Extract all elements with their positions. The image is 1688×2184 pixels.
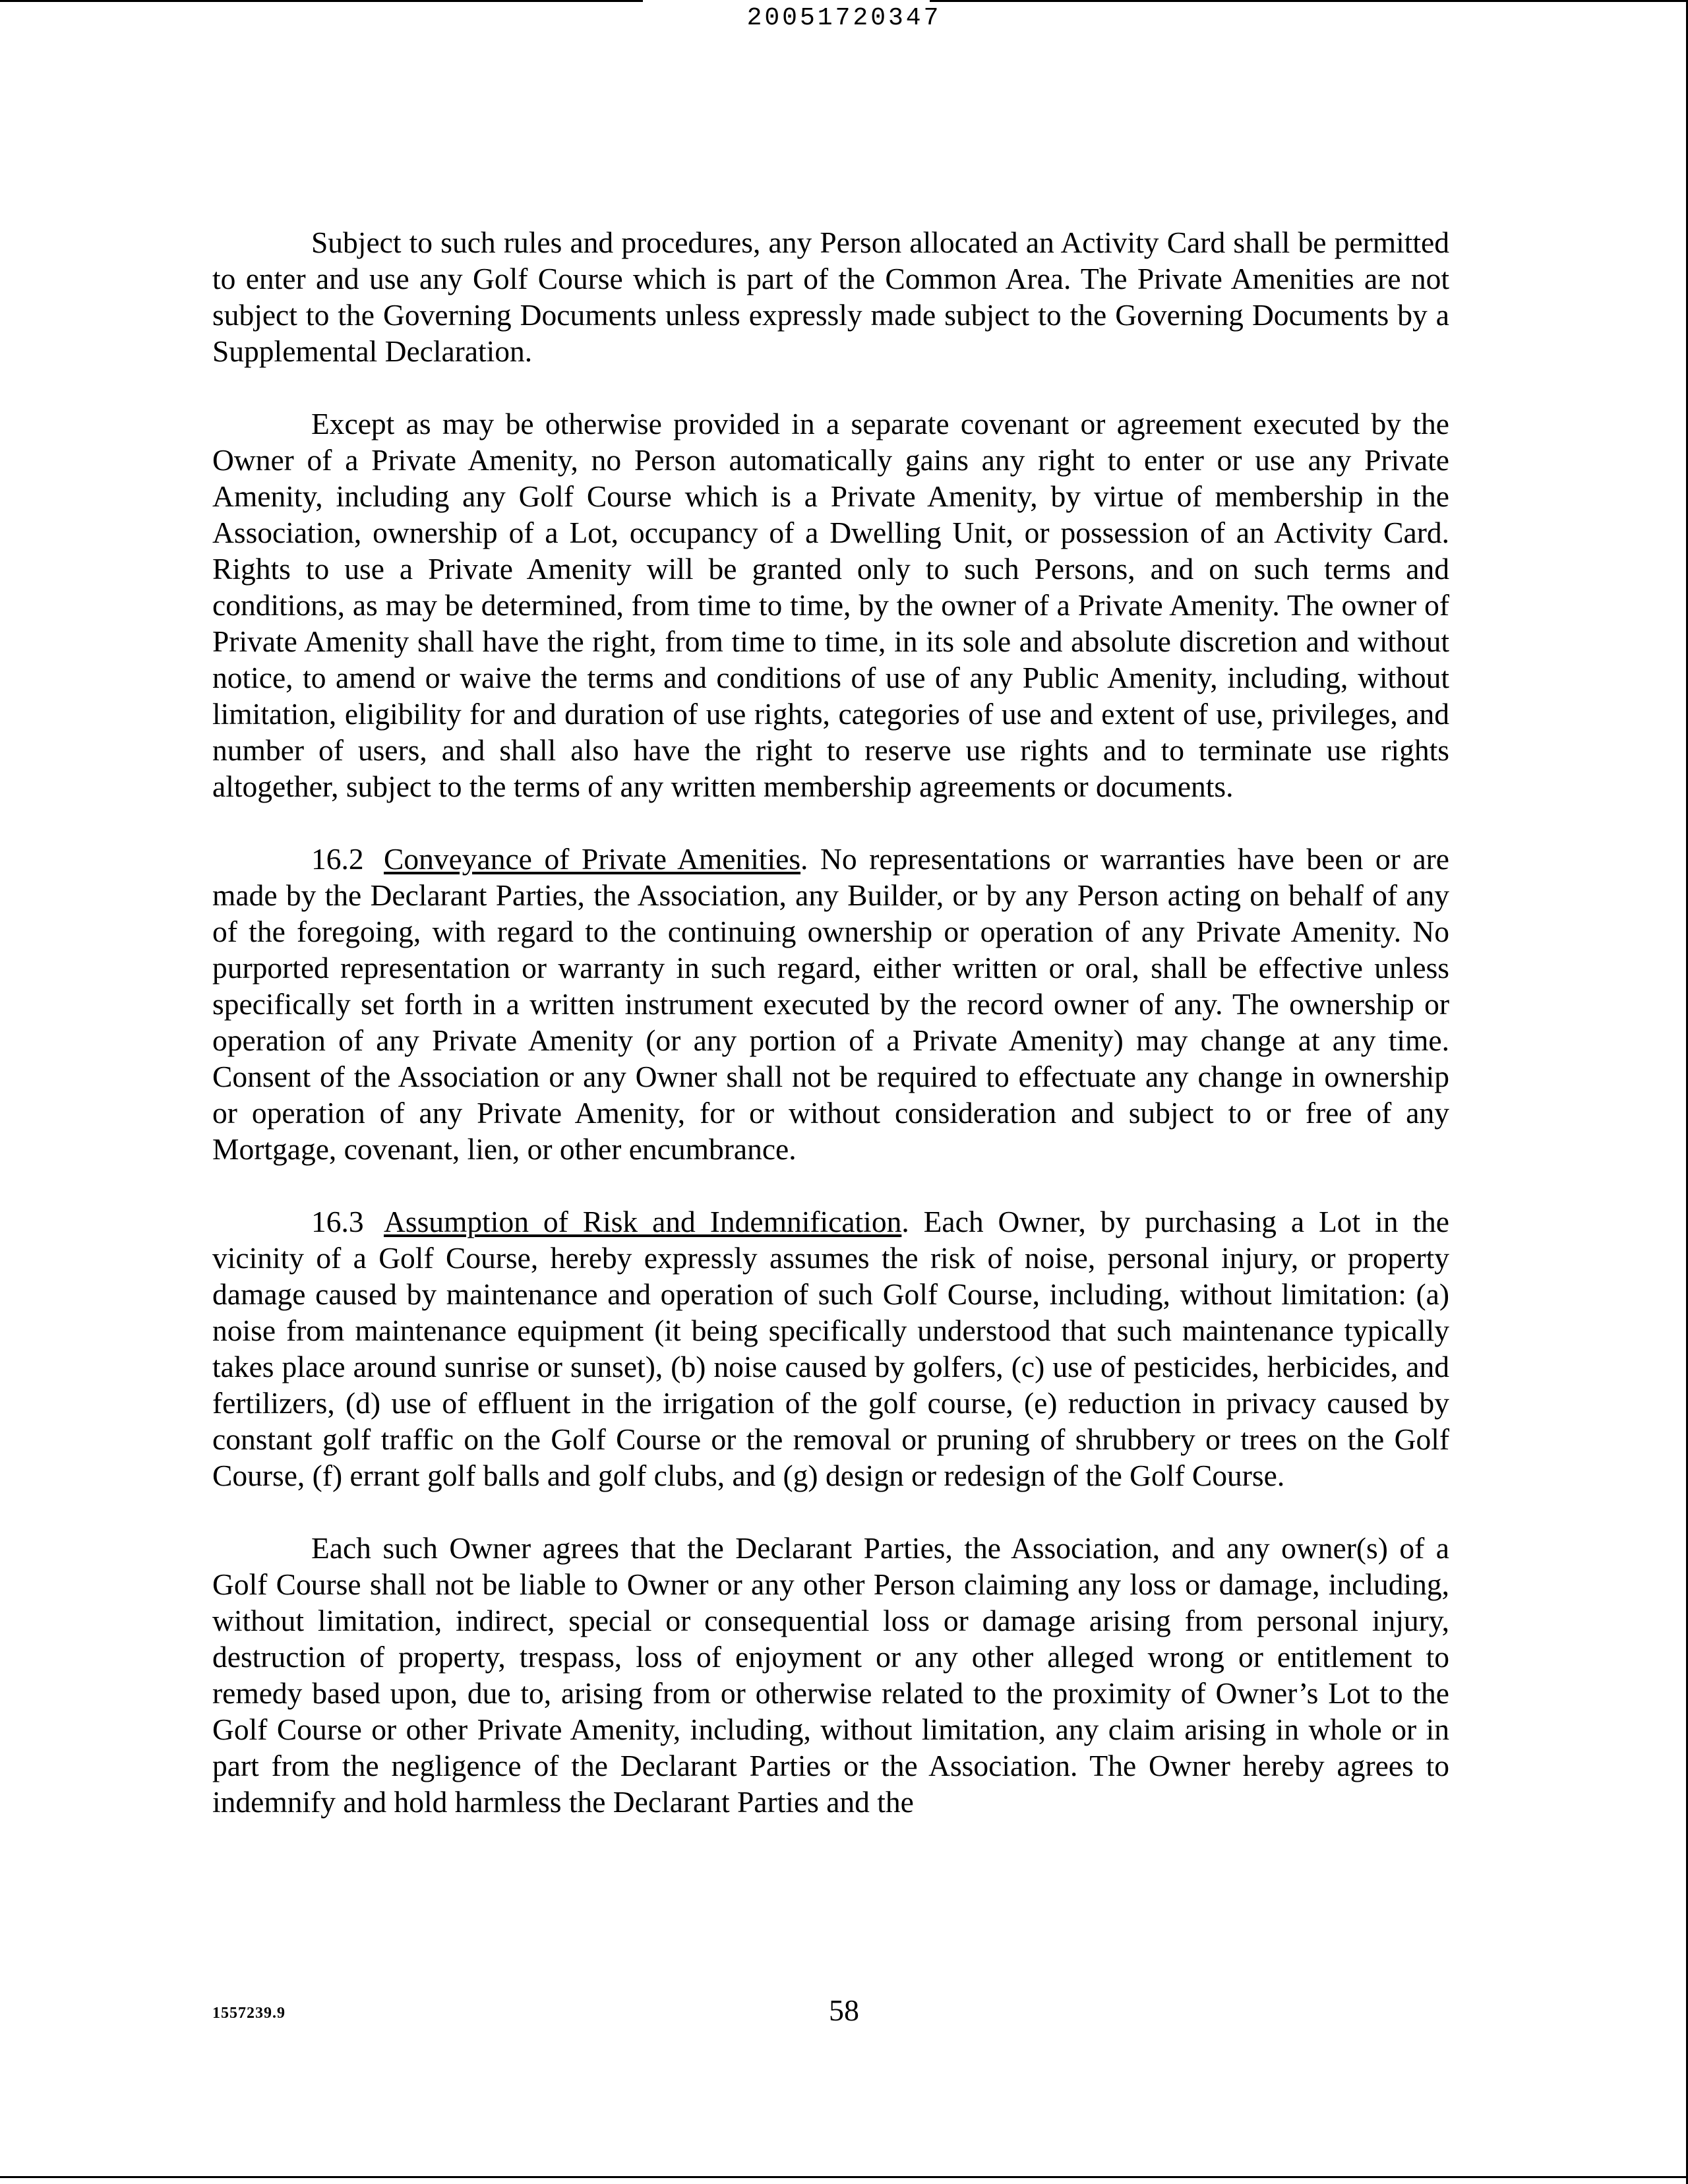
section-number: 16.3 [311,1205,364,1238]
footer-document-code: 1557239.9 [212,2005,286,2022]
scan-border-bottom [0,2176,1688,2178]
page-number: 58 [829,1993,859,2027]
section-16-3 [212,1203,1449,1494]
section-heading: Assumption of Risk and Indemnification [384,1205,902,1238]
paragraph-private-amenity-rights: Except as may be otherwise provided in a separate covenant or agreement executed by the Owner of a Private Amenity, no Person automatically gains any right to enter or use any Private Amenity, including any Golf Course which is a Private Amenity, by virtue of membership in the Association, ownership of a Lot, occupancy of a Dwelling Unit, or possession of an Activity Card. Rights to use a Private Amenity will be granted only to such Persons, and on such terms and conditions, as may be determined, from time to time, by the owner of a Private Amenity. The owner of Private Amenity shall have the right, from time to time, in its sole and absolute discretion and without notice, to amend or waive the terms and conditions of use of any Public Amenity, including, without limitation, eligibility for and duration of use rights, categories of use and extent of use, privileges, and number of users, and shall also have the right to reserve use rights and to terminate use rights altogether, subject to the terms of any written membership agreements or documents. [212,407,1449,803]
scan-border-top-left [0,0,643,2]
document-body [212,224,1449,1856]
section-number: 16.2 [311,842,364,876]
scan-border-top-right [930,0,1688,2]
paragraph-activity-card: Subject to such rules and procedures, any Person allocated an Activity Card shall be permitted to enter and use any Golf Course which is part of the Common Area. The Private Amenities are not subject to the Governing Documents unless expressly made subject to the Governing Documents by a Supplemental Declaration. [212,226,1449,368]
section-body: . Each Owner, by purchasing a Lot in the vicinity of a Golf Course, hereby expressly assumes the risk of noise, personal injury, or property damage caused by maintenance and operation of such Golf Course, including, without limitation: (a) noise from maintenance equipment (it being specifically understood that such maintenance typically takes place around sunrise or sunset), (b) noise caused by golfers, (c) use of pesticides, herbicides, and fertilizers, (d) use of effluent in the irrigation of the golf course, (e) reduction in privacy caused by constant golf traffic on the Golf Course or the removal or pruning of shrubbery or trees on the Golf Course, (f) errant golf balls and golf clubs, and (g) design or redesign of the Golf Course. [212,1205,1449,1492]
document-stamp-number: 20051720347 [746,4,942,32]
section-16-2 [212,841,1449,1167]
section-heading: Conveyance of Private Amenities [384,842,801,876]
paragraph-owner-liability: Each such Owner agrees that the Declarant Parties, the Association, and any owner(s) of a Golf Course shall not be liable to Owner or any other Person claiming any loss or damage, including, without limitation, indirect, special or consequential loss or damage arising from personal injury, destruction of property, trespass, loss of enjoyment or any other alleged wrong or entitlement to remedy based upon, due to, arising from or otherwise related to the proximity of Owner’s Lot to the Golf Course or other Private Amenity, including, without limitation, any claim arising in whole or in part from the negligence of the Declarant Parties or the Association. The Owner hereby agrees to indemnify and hold harmless the Declarant Parties and the [212,1531,1449,1819]
section-body: . No representations or warranties have been or are made by the Declarant Parties, the Association, any Builder, or by any Person acting on behalf of any of the foregoing, with regard to the continuing ownership or operation of any Private Amenity. No purported representation or warranty in such regard, either written or oral, shall be effective unless specifically set forth in a written instrument executed by the record owner of any. The ownership or operation of any Private Amenity (or any portion of a Private Amenity) may change at any time. Consent of the Association or any Owner shall not be required to effectuate any change in ownership or operation of any Private Amenity, for or without consideration and subject to or free of any Mortgage, covenant, lien, or other encumbrance. [212,842,1449,1166]
